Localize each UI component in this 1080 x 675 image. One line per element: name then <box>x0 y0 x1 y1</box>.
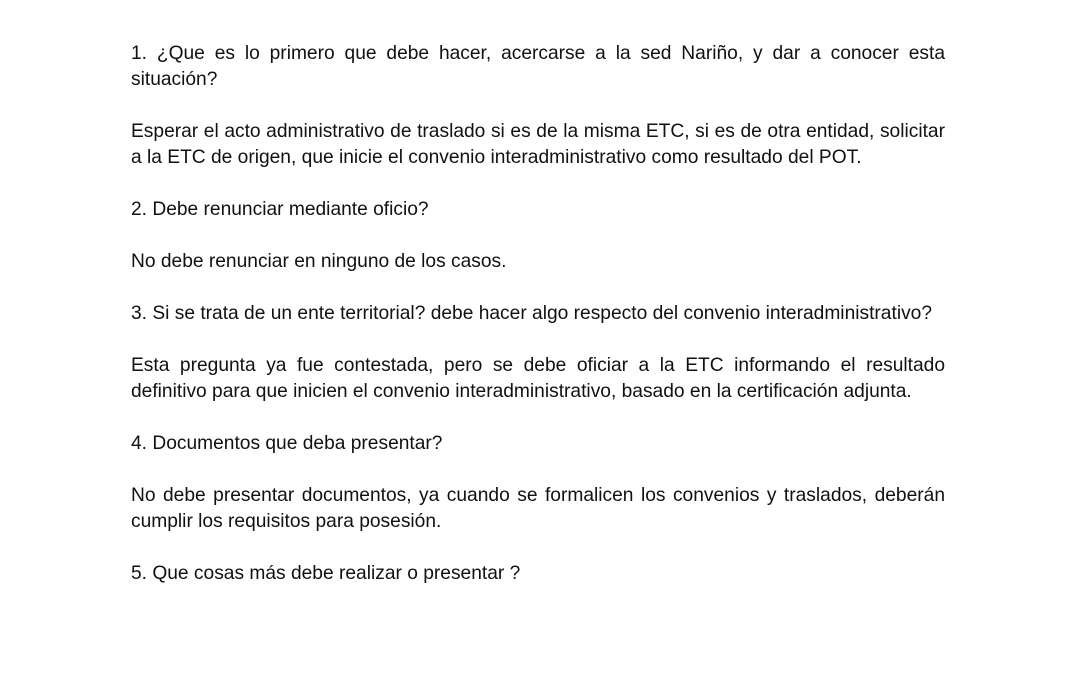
answer-4: No debe presentar documentos, ya cuando se formalicen los convenios y traslados, deberán cumplir los requisitos para posesión. <box>131 485 945 532</box>
answer-3: Esta pregunta ya fue contestada, pero se debe oficiar a la ETC informando el resultado definitivo para que inicien el convenio interadministrativo, basado en la certificación adjunta. <box>131 355 945 402</box>
question-4: 4. Documentos que deba presentar? <box>131 433 443 454</box>
question-1: 1. ¿Que es lo primero que debe hacer, acercarse a la sed Nariño, y dar a conocer esta situación? <box>131 43 945 90</box>
answer-1: Esperar el acto administrativo de traslado si es de la misma ETC, si es de otra entidad, solicitar a la ETC de origen, que inicie el convenio interadministrativo como resultado del POT. <box>131 121 945 168</box>
question-3: 3. Si se trata de un ente territorial? debe hacer algo respecto del convenio interadministrativo? <box>131 303 933 324</box>
document-page <box>131 41 945 587</box>
question-5: 5. Que cosas más debe realizar o presentar ? <box>131 563 521 584</box>
question-2: 2. Debe renunciar mediante oficio? <box>131 199 429 220</box>
answer-2: No debe renunciar en ninguno de los casos. <box>131 251 507 272</box>
